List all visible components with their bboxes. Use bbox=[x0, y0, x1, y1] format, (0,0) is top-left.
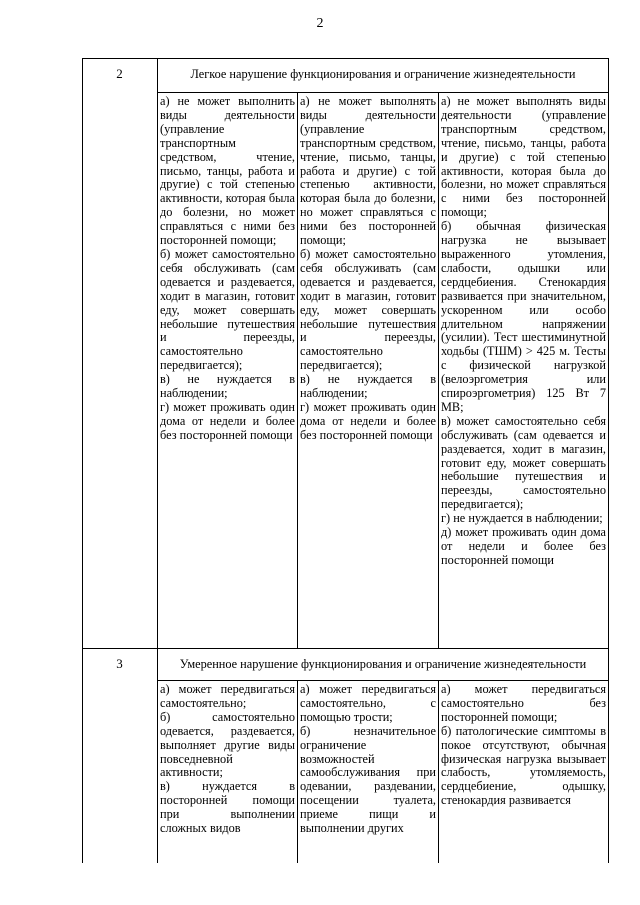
criteria-cell bbox=[441, 95, 606, 647]
criteria-item: б) обычная физическая нагрузка не вызывает выраженного утомления, слабости, одышки или сердцебиения. Стенокардия развивается при значительном, ускоренном или особо длительном напряжении (усилии). Тест шестиминутной ходьбы (ТШМ) > 425 м. Тесты с физической нагрузкой (велоэргометрия или спироэргометрия) 125 Вт 7 МВ; bbox=[441, 219, 606, 414]
criteria-item: г) не нуждается в наблюдении; bbox=[441, 511, 603, 526]
column-divider bbox=[438, 92, 439, 648]
criteria-cell bbox=[300, 683, 436, 863]
column-divider bbox=[438, 680, 439, 863]
criteria-item: г) может проживать один дома от недели и более без посторонней помощи bbox=[160, 399, 295, 442]
criteria-cell bbox=[160, 95, 295, 647]
criteria-item: в) не нуждается в наблюдении; bbox=[160, 372, 295, 401]
criteria-item: б) самостоятельно одевается, раздевается, выполняет другие виды повседневной активности; bbox=[160, 709, 295, 780]
table-border-right bbox=[608, 58, 609, 863]
criteria-item: а) может передвигаться самостоятельно, с помощью трости; bbox=[300, 683, 436, 724]
criteria-item: а) не может выполнять виды деятельности (управление транспортным средством, чтение, письмо, танцы, работа и другие) с той степенью активности, которая была до болезни, но может справляться с ними без посторонней помощи; bbox=[300, 95, 436, 248]
table-border-left bbox=[82, 58, 83, 863]
criteria-item: б) патологические симптомы в покое отсутствуют, обычная физическая нагрузка вызывает слабость, утомляемость, сердцебиение, одышку, стенокардия развивается bbox=[441, 723, 606, 808]
page-number: 2 bbox=[316, 16, 324, 31]
row-number: 2 bbox=[116, 66, 123, 81]
criteria-item: а) не может выполнить виды деятельности (управление транспортным средством, чтение, письмо, танцы, работа и другие) с той степенью активности, которая была до болезни, но может справляться с ними без посторонней помощи; bbox=[160, 95, 295, 248]
table-border-top bbox=[82, 58, 609, 59]
criteria-item: б) может самостоятельно себя обслуживать (сам одевается и раздевается, ходит в магазин, готовит еду, может совершать небольшие путешествия и переезды, самостоятельно передвигается); bbox=[160, 246, 295, 373]
criteria-item: в) нуждается в посторонней помощи при выполнении сложных видов bbox=[160, 779, 295, 836]
criteria-item: г) может проживать один дома от недели и более без посторонней помощи bbox=[300, 399, 436, 442]
criteria-item: б) незначительное ограничение возможностей самообслуживания при одевании, раздевании, посещении туалета, приеме пищи и выполнении других bbox=[300, 723, 436, 836]
row-title-divider bbox=[157, 92, 609, 93]
row-number: 3 bbox=[116, 656, 123, 671]
criteria-item: а) не может выполнять виды деятельности (управление транспортным средством, чтение, письмо, танцы, работа и другие) с той степенью активности, которая была до болезни, но может справляться с ними без посторонней помощи; bbox=[441, 95, 606, 220]
number-column-divider bbox=[157, 58, 158, 863]
row-title: Легкое нарушение функционирования и ограничение жизнедеятельности bbox=[190, 67, 576, 81]
row-title-divider bbox=[157, 680, 609, 681]
row-title: Умеренное нарушение функционирования и ограничение жизнедеятельности bbox=[179, 657, 587, 671]
column-divider bbox=[297, 92, 298, 648]
column-divider bbox=[297, 680, 298, 863]
row-divider bbox=[82, 648, 609, 649]
criteria-cell bbox=[160, 683, 295, 863]
criteria-item: б) может самостоятельно себя обслуживать (сам одевается и раздевается, ходит в магазин, готовит еду, может совершать небольшие путешествия и переезды, самостоятельно передвигается); bbox=[300, 246, 436, 373]
criteria-item: а) может передвигаться самостоятельно без посторонней помощи; bbox=[441, 683, 606, 724]
criteria-item: в) может самостоятельно себя обслуживать (сам одевается и раздевается, ходит в магазин, готовит еду, может совершать небольшие путешествия и переезды, самостоятельно передвигается); bbox=[441, 413, 606, 512]
criteria-cell bbox=[441, 683, 606, 863]
criteria-item: д) может проживать один дома от недели и более без посторонней помощи bbox=[441, 525, 606, 567]
criteria-item: в) не нуждается в наблюдении; bbox=[300, 372, 436, 401]
criteria-item: а) может передвигаться самостоятельно; bbox=[160, 683, 295, 710]
criteria-cell bbox=[300, 95, 436, 647]
